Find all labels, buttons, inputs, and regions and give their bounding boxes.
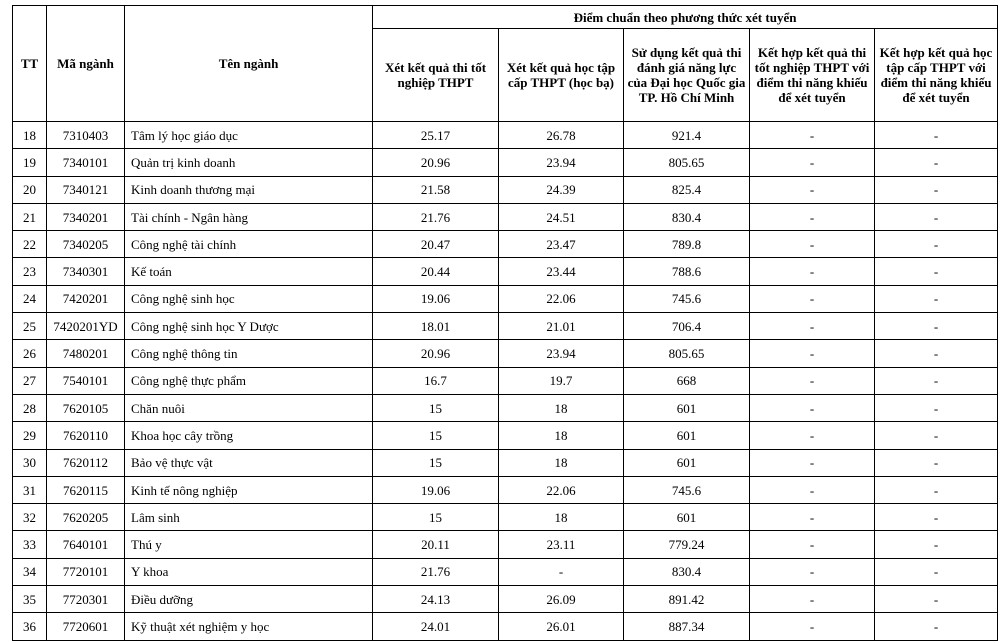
table-row [13, 122, 998, 149]
cell-score-thpt: 15 [373, 394, 499, 421]
cell-score-hocba-nangkhieu: - [875, 531, 998, 558]
cell-score-thpt-nangkhieu: - [750, 122, 875, 149]
cell-score-dgnl: 601 [624, 394, 750, 421]
cell-ma-nganh: 7640101 [47, 531, 125, 558]
cell-ten-nganh: Kỹ thuật xét nghiệm y học [125, 613, 373, 640]
cell-ma-nganh: 7720601 [47, 613, 125, 640]
table-row [13, 149, 998, 176]
cell-score-dgnl: 830.4 [624, 558, 750, 585]
cell-tt: 34 [13, 558, 47, 585]
cell-tt: 21 [13, 203, 47, 230]
cell-score-dgnl: 601 [624, 504, 750, 531]
cell-score-hocba: 19.7 [499, 367, 624, 394]
cell-score-thpt: 20.11 [373, 531, 499, 558]
cell-ten-nganh: Kinh doanh thương mại [125, 176, 373, 203]
cell-score-dgnl: 789.8 [624, 231, 750, 258]
cell-score-dgnl: 921.4 [624, 122, 750, 149]
cell-score-hocba-nangkhieu: - [875, 367, 998, 394]
table-row [13, 231, 998, 258]
header-method-hocba: Xét kết quả học tập cấp THPT (học bạ) [499, 29, 624, 122]
table-row [13, 531, 998, 558]
cell-ten-nganh: Điều dưỡng [125, 586, 373, 613]
cell-score-hocba: 23.94 [499, 149, 624, 176]
cell-score-hocba-nangkhieu: - [875, 586, 998, 613]
cell-score-thpt-nangkhieu: - [750, 558, 875, 585]
cell-ten-nganh: Kế toán [125, 258, 373, 285]
cell-ten-nganh: Lâm sinh [125, 504, 373, 531]
cell-score-hocba: 24.39 [499, 176, 624, 203]
header-ten-nganh: Tên ngành [125, 6, 373, 122]
cell-score-thpt-nangkhieu: - [750, 504, 875, 531]
cell-ma-nganh: 7340121 [47, 176, 125, 203]
table-row [13, 285, 998, 312]
cell-tt: 36 [13, 613, 47, 640]
cell-score-hocba: 21.01 [499, 313, 624, 340]
cell-score-dgnl: 788.6 [624, 258, 750, 285]
cell-score-dgnl: 668 [624, 367, 750, 394]
cell-score-thpt: 19.06 [373, 476, 499, 503]
cell-ma-nganh: 7340201 [47, 203, 125, 230]
header-method-thpt: Xét kết quả thi tốt nghiệp THPT [373, 29, 499, 122]
cell-score-thpt-nangkhieu: - [750, 231, 875, 258]
cell-score-hocba: 23.11 [499, 531, 624, 558]
cell-score-hocba-nangkhieu: - [875, 149, 998, 176]
cell-score-dgnl: 706.4 [624, 313, 750, 340]
cell-score-thpt-nangkhieu: - [750, 449, 875, 476]
cell-score-hocba-nangkhieu: - [875, 258, 998, 285]
cell-ten-nganh: Thú y [125, 531, 373, 558]
cell-score-thpt-nangkhieu: - [750, 149, 875, 176]
cell-ten-nganh: Công nghệ thực phẩm [125, 367, 373, 394]
cell-score-thpt: 24.13 [373, 586, 499, 613]
cell-score-thpt-nangkhieu: - [750, 476, 875, 503]
cell-score-thpt: 20.47 [373, 231, 499, 258]
cell-score-dgnl: 830.4 [624, 203, 750, 230]
cell-score-hocba-nangkhieu: - [875, 558, 998, 585]
cell-ma-nganh: 7340205 [47, 231, 125, 258]
cell-score-hocba-nangkhieu: - [875, 313, 998, 340]
cell-ma-nganh: 7480201 [47, 340, 125, 367]
cell-score-thpt: 15 [373, 422, 499, 449]
cell-tt: 24 [13, 285, 47, 312]
cell-ten-nganh: Y khoa [125, 558, 373, 585]
cell-score-thpt-nangkhieu: - [750, 313, 875, 340]
cell-score-thpt-nangkhieu: - [750, 531, 875, 558]
header-method-hocba-nangkhieu: Kết hợp kết quả học tập cấp THPT với điểm thi năng khiếu để xét tuyển [875, 29, 998, 122]
header-ma-nganh: Mã ngành [47, 6, 125, 122]
cell-score-thpt-nangkhieu: - [750, 367, 875, 394]
cell-score-hocba-nangkhieu: - [875, 613, 998, 640]
header-method-dgnl: Sử dụng kết quả thi đánh giá năng lực của Đại học Quốc gia TP. Hồ Chí Minh [624, 29, 750, 122]
cell-score-dgnl: 825.4 [624, 176, 750, 203]
cell-score-thpt-nangkhieu: - [750, 422, 875, 449]
cell-score-hocba-nangkhieu: - [875, 176, 998, 203]
cell-score-thpt: 15 [373, 504, 499, 531]
cell-ma-nganh: 7420201YD [47, 313, 125, 340]
cell-score-hocba-nangkhieu: - [875, 340, 998, 367]
header-tt: TT [13, 6, 47, 122]
cell-ma-nganh: 7720301 [47, 586, 125, 613]
table-row [13, 422, 998, 449]
cell-score-hocba: 24.51 [499, 203, 624, 230]
cell-score-hocba: 23.94 [499, 340, 624, 367]
cell-tt: 20 [13, 176, 47, 203]
cell-ten-nganh: Bảo vệ thực vật [125, 449, 373, 476]
cell-score-dgnl: 805.65 [624, 340, 750, 367]
cell-ten-nganh: Chăn nuôi [125, 394, 373, 421]
cell-ma-nganh: 7620115 [47, 476, 125, 503]
cell-score-thpt-nangkhieu: - [750, 285, 875, 312]
table-row [13, 504, 998, 531]
cell-tt: 23 [13, 258, 47, 285]
table-row [13, 558, 998, 585]
cell-score-thpt: 20.44 [373, 258, 499, 285]
table-row [13, 203, 998, 230]
cell-tt: 26 [13, 340, 47, 367]
cell-score-dgnl: 745.6 [624, 285, 750, 312]
cell-score-thpt: 21.76 [373, 558, 499, 585]
cell-score-hocba-nangkhieu: - [875, 476, 998, 503]
table-header [13, 6, 998, 122]
cell-tt: 31 [13, 476, 47, 503]
cell-score-hocba: 18 [499, 422, 624, 449]
cell-score-thpt-nangkhieu: - [750, 394, 875, 421]
cell-score-hocba-nangkhieu: - [875, 203, 998, 230]
cell-score-thpt: 20.96 [373, 340, 499, 367]
cell-ten-nganh: Công nghệ tài chính [125, 231, 373, 258]
cell-tt: 19 [13, 149, 47, 176]
cell-ten-nganh: Công nghệ sinh học Y Dược [125, 313, 373, 340]
cell-score-dgnl: 779.24 [624, 531, 750, 558]
cell-score-hocba-nangkhieu: - [875, 394, 998, 421]
cell-tt: 28 [13, 394, 47, 421]
cell-score-thpt: 19.06 [373, 285, 499, 312]
cell-score-hocba: 22.06 [499, 285, 624, 312]
cell-ma-nganh: 7620112 [47, 449, 125, 476]
table-row [13, 476, 998, 503]
cell-score-hocba: 23.44 [499, 258, 624, 285]
cell-ma-nganh: 7620105 [47, 394, 125, 421]
cell-score-hocba: 22.06 [499, 476, 624, 503]
cell-tt: 29 [13, 422, 47, 449]
cell-score-thpt-nangkhieu: - [750, 258, 875, 285]
cell-score-thpt-nangkhieu: - [750, 586, 875, 613]
cell-score-hocba-nangkhieu: - [875, 449, 998, 476]
cell-score-hocba-nangkhieu: - [875, 231, 998, 258]
table-row [13, 613, 998, 640]
cell-score-thpt-nangkhieu: - [750, 203, 875, 230]
cell-score-dgnl: 887.34 [624, 613, 750, 640]
cell-score-thpt: 18.01 [373, 313, 499, 340]
cell-ten-nganh: Khoa học cây trồng [125, 422, 373, 449]
table-body [13, 122, 998, 641]
cell-score-thpt: 25.17 [373, 122, 499, 149]
cell-tt: 33 [13, 531, 47, 558]
table-row [13, 394, 998, 421]
cell-score-hocba: 18 [499, 504, 624, 531]
cell-ma-nganh: 7620205 [47, 504, 125, 531]
cell-score-hocba: 26.09 [499, 586, 624, 613]
cell-ma-nganh: 7340101 [47, 149, 125, 176]
cell-ten-nganh: Tài chính - Ngân hàng [125, 203, 373, 230]
cell-score-hocba-nangkhieu: - [875, 504, 998, 531]
cell-score-hocba: 23.47 [499, 231, 624, 258]
cell-tt: 22 [13, 231, 47, 258]
cell-score-thpt-nangkhieu: - [750, 176, 875, 203]
table-row [13, 586, 998, 613]
cell-score-thpt: 21.76 [373, 203, 499, 230]
cell-score-hocba-nangkhieu: - [875, 122, 998, 149]
cell-score-hocba: 26.01 [499, 613, 624, 640]
cell-score-dgnl: 891.42 [624, 586, 750, 613]
admission-score-table [12, 5, 998, 641]
cell-score-thpt-nangkhieu: - [750, 613, 875, 640]
header-method-group: Điểm chuẩn theo phương thức xét tuyển [373, 6, 998, 29]
cell-score-dgnl: 601 [624, 449, 750, 476]
cell-score-thpt: 16.7 [373, 367, 499, 394]
table-row [13, 176, 998, 203]
cell-tt: 30 [13, 449, 47, 476]
cell-ma-nganh: 7540101 [47, 367, 125, 394]
table-row [13, 340, 998, 367]
cell-ma-nganh: 7720101 [47, 558, 125, 585]
cell-score-dgnl: 601 [624, 422, 750, 449]
cell-score-thpt: 24.01 [373, 613, 499, 640]
cell-ten-nganh: Quản trị kinh doanh [125, 149, 373, 176]
cell-score-thpt: 20.96 [373, 149, 499, 176]
cell-ten-nganh: Kinh tế nông nghiệp [125, 476, 373, 503]
cell-score-dgnl: 745.6 [624, 476, 750, 503]
cell-score-thpt: 21.58 [373, 176, 499, 203]
cell-score-hocba-nangkhieu: - [875, 285, 998, 312]
cell-score-thpt: 15 [373, 449, 499, 476]
cell-tt: 27 [13, 367, 47, 394]
cell-score-hocba: 26.78 [499, 122, 624, 149]
table-row [13, 258, 998, 285]
cell-tt: 35 [13, 586, 47, 613]
cell-score-hocba-nangkhieu: - [875, 422, 998, 449]
cell-tt: 25 [13, 313, 47, 340]
cell-tt: 32 [13, 504, 47, 531]
cell-ten-nganh: Công nghệ sinh học [125, 285, 373, 312]
cell-score-hocba: 18 [499, 449, 624, 476]
cell-score-thpt-nangkhieu: - [750, 340, 875, 367]
cell-ten-nganh: Tâm lý học giáo dục [125, 122, 373, 149]
cell-ma-nganh: 7420201 [47, 285, 125, 312]
table-row [13, 449, 998, 476]
cell-ten-nganh: Công nghệ thông tin [125, 340, 373, 367]
cell-score-dgnl: 805.65 [624, 149, 750, 176]
cell-ma-nganh: 7620110 [47, 422, 125, 449]
cell-ma-nganh: 7310403 [47, 122, 125, 149]
cell-score-hocba: 18 [499, 394, 624, 421]
cell-score-hocba: - [499, 558, 624, 585]
table-row [13, 367, 998, 394]
table-row [13, 313, 998, 340]
cell-ma-nganh: 7340301 [47, 258, 125, 285]
cell-tt: 18 [13, 122, 47, 149]
header-method-thpt-nangkhieu: Kết hợp kết quả thi tốt nghiệp THPT với điểm thi năng khiếu để xét tuyển [750, 29, 875, 122]
